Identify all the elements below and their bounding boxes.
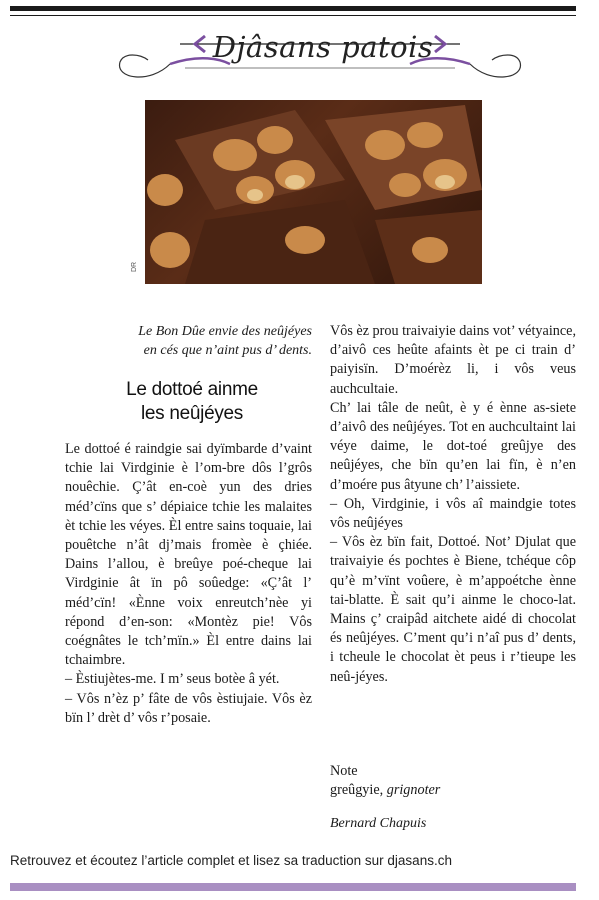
paragraph: – Oh, Virdginie, i vôs aî maindgie totes vôs neûjéyes <box>330 495 576 532</box>
paragraph: – Vôs n’èz p’ fâte de vôs èstiujaie. Vôs èz bïn l’ drèt d’ vôs r’posaie. <box>65 690 312 726</box>
article-left-column <box>65 440 312 728</box>
article-note: Note greûgyie, grignoter <box>330 763 441 799</box>
article-headline: Le dottoé ainme les neûjéyes <box>126 379 258 424</box>
paragraph: Ch’ lai tâle de neût, è y é ènne as-siete d’aivô des neûjéyes. Tot en auchcultaint lai véye daime, le dot-toé greûjye des neûjéyes, che bïn qu’en lai fïn, è n’en d’moére pus âtyune ch’ l’aissiete. <box>330 399 576 493</box>
section-title: Djâsans patois <box>212 30 434 64</box>
top-rule <box>10 6 576 11</box>
author-byline: Bernard Chapuis <box>330 816 427 831</box>
top-rule-thin <box>10 15 576 16</box>
photo-credit: DR <box>131 261 138 272</box>
chocolate-hazelnut-photo <box>145 100 482 284</box>
article-lede: Le Bon Dûe envie des neûjéyes en cés que n’aint pus d’ dents. <box>138 324 312 358</box>
paragraph: – Vôs èz bïn fait, Dottoé. Not’ Djulat que traivaiyie és pochtes è Biene, tchéque côp qu’è m’vïnt voûere, è m’appoétche ènne tai-blatte. È sait qu’i ainme le choco-lat. Mains ç’ craipâd aitchete aidé di chocolat és neûjéyes. C’ment qu’i n’aî pus d’ dents, i tcheule le chocolat èt peus i r’tieupe les neû-jéyes. <box>330 534 576 685</box>
article-right-column <box>330 322 576 687</box>
paragraph: Le dottoé é raindgie sai dyïmbarde d’vaint tchie lai Virdginie è l’om-bre dôs l’grôs nouêchie. Ç’ât en-coè yun des dries méd’cïns que s’ dépiaice tchie les malaites èt tchie les véyes. Èl entre sains toquaie, lai pouêtche n’ât dj’mais fromèe è çhiée. Dains l’allou, è breûye poé-cheque lai Virdginie ât ïn pô soûedge: «Ç’ât l’ méd’cïn! «Ènne voix enreutch’nèe yi répond d’en-son: «Montèz pie! Vôs coégnâtes le tch’mïn.» Èl entre dains lai tchaimbre. <box>65 441 312 669</box>
footer-text: Retrouvez et écoutez l’article complet et lisez sa traduction sur djasans.ch <box>10 853 452 868</box>
footer-bar <box>10 883 576 891</box>
paragraph: – Èstiujètes-me. I m’ seus botèe â yét. <box>65 671 280 688</box>
paragraph: Vôs èz prou traivaiyie dains vot’ vétyaince, d’aivô ces heûte afaints èt pe ci train d’ paiyisïn. D’moérèz li, i vôs veus auchcultaie. <box>330 323 576 397</box>
